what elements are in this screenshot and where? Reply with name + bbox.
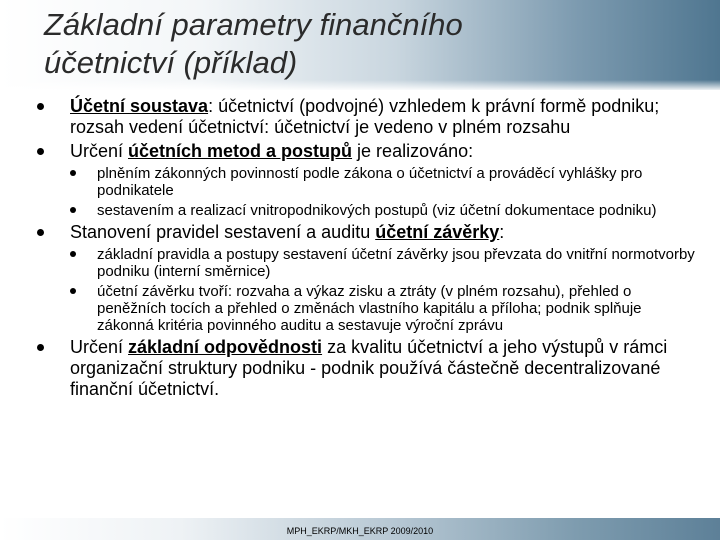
bullet-strong: Účetní soustava — [70, 96, 209, 116]
bullet-text-pre: Určení — [70, 337, 129, 357]
sub-bullet-list — [70, 246, 698, 334]
bullet-responsibility — [0, 337, 720, 400]
bullet-strong: základní odpovědnosti — [128, 337, 323, 357]
sub-bullet-item — [70, 165, 698, 199]
bullet-text-pre: Stanovení pravidel sestavení a auditu — [70, 222, 376, 242]
sub-bullet-text: plněním zákonných povinností podle zákona o účetnictví a prováděcí vyhlášky pro podnikatele — [97, 165, 643, 199]
sub-bullet-item — [70, 202, 698, 219]
bullet-strong: účetních metod a postupů — [128, 141, 353, 161]
sub-bullet-dot-icon — [70, 251, 76, 257]
sub-bullet-item — [70, 246, 698, 280]
slide-content — [0, 96, 720, 403]
bullet-text-pre: Určení — [70, 141, 129, 161]
bullet-dot-icon — [37, 344, 44, 351]
slide-title — [44, 6, 684, 82]
bullet-dot-icon — [37, 103, 44, 110]
sub-bullet-text: sestavením a realizací vnitropodnikových postupů (viz účetní dokumentace podniku) — [97, 202, 657, 219]
sub-bullet-item — [70, 283, 698, 334]
sub-bullet-text: účetní závěrku tvoří: rozvaha a výkaz zisku a ztráty (v plném rozsahu), přehled o peněžních tocích a přehled o změnách vlastního kapitálu a příloha; podnik splňuje zákonná kritéria povinného auditu a sestavuje výroční zprávu — [97, 283, 642, 334]
bullet-text: za kvalitu účetnictví a jeho výstupů v rámci organizační struktury podniku - podnik používá částečně decentralizované finanční účetnictví. — [70, 337, 668, 399]
bullet-list — [0, 96, 720, 400]
bullet-text: : — [499, 222, 505, 242]
bullet-strong: účetní závěrky — [375, 222, 500, 242]
title-line-2: účetnictví (příklad) — [44, 45, 298, 80]
bullet-dot-icon — [37, 229, 44, 236]
bullet-text: : účetnictví (podvojné) vzhledem k právní formě podniku; rozsah vedení účetnictví: účetnictví je vedeno v plném rozsahu — [70, 96, 660, 137]
sub-bullet-list — [70, 165, 698, 219]
footer-text: MPH_EKRP/MKH_EKRP 2009/2010 — [286, 526, 434, 536]
bullet-text: je realizováno: — [352, 141, 474, 161]
bullet-dot-icon — [37, 148, 44, 155]
title-line-1: Základní parametry finančního — [44, 7, 463, 42]
sub-bullet-dot-icon — [70, 288, 76, 294]
sub-bullet-dot-icon — [70, 170, 76, 176]
bullet-accounting-system — [0, 96, 720, 138]
sub-bullet-text: základní pravidla a postupy sestavení účetní závěrky jsou převzata do vnitřní normotvorby podniku (interní směrnice) — [97, 246, 695, 280]
sub-bullet-dot-icon — [70, 207, 76, 213]
bullet-accounting-methods — [0, 141, 720, 219]
bullet-financial-statements — [0, 222, 720, 334]
